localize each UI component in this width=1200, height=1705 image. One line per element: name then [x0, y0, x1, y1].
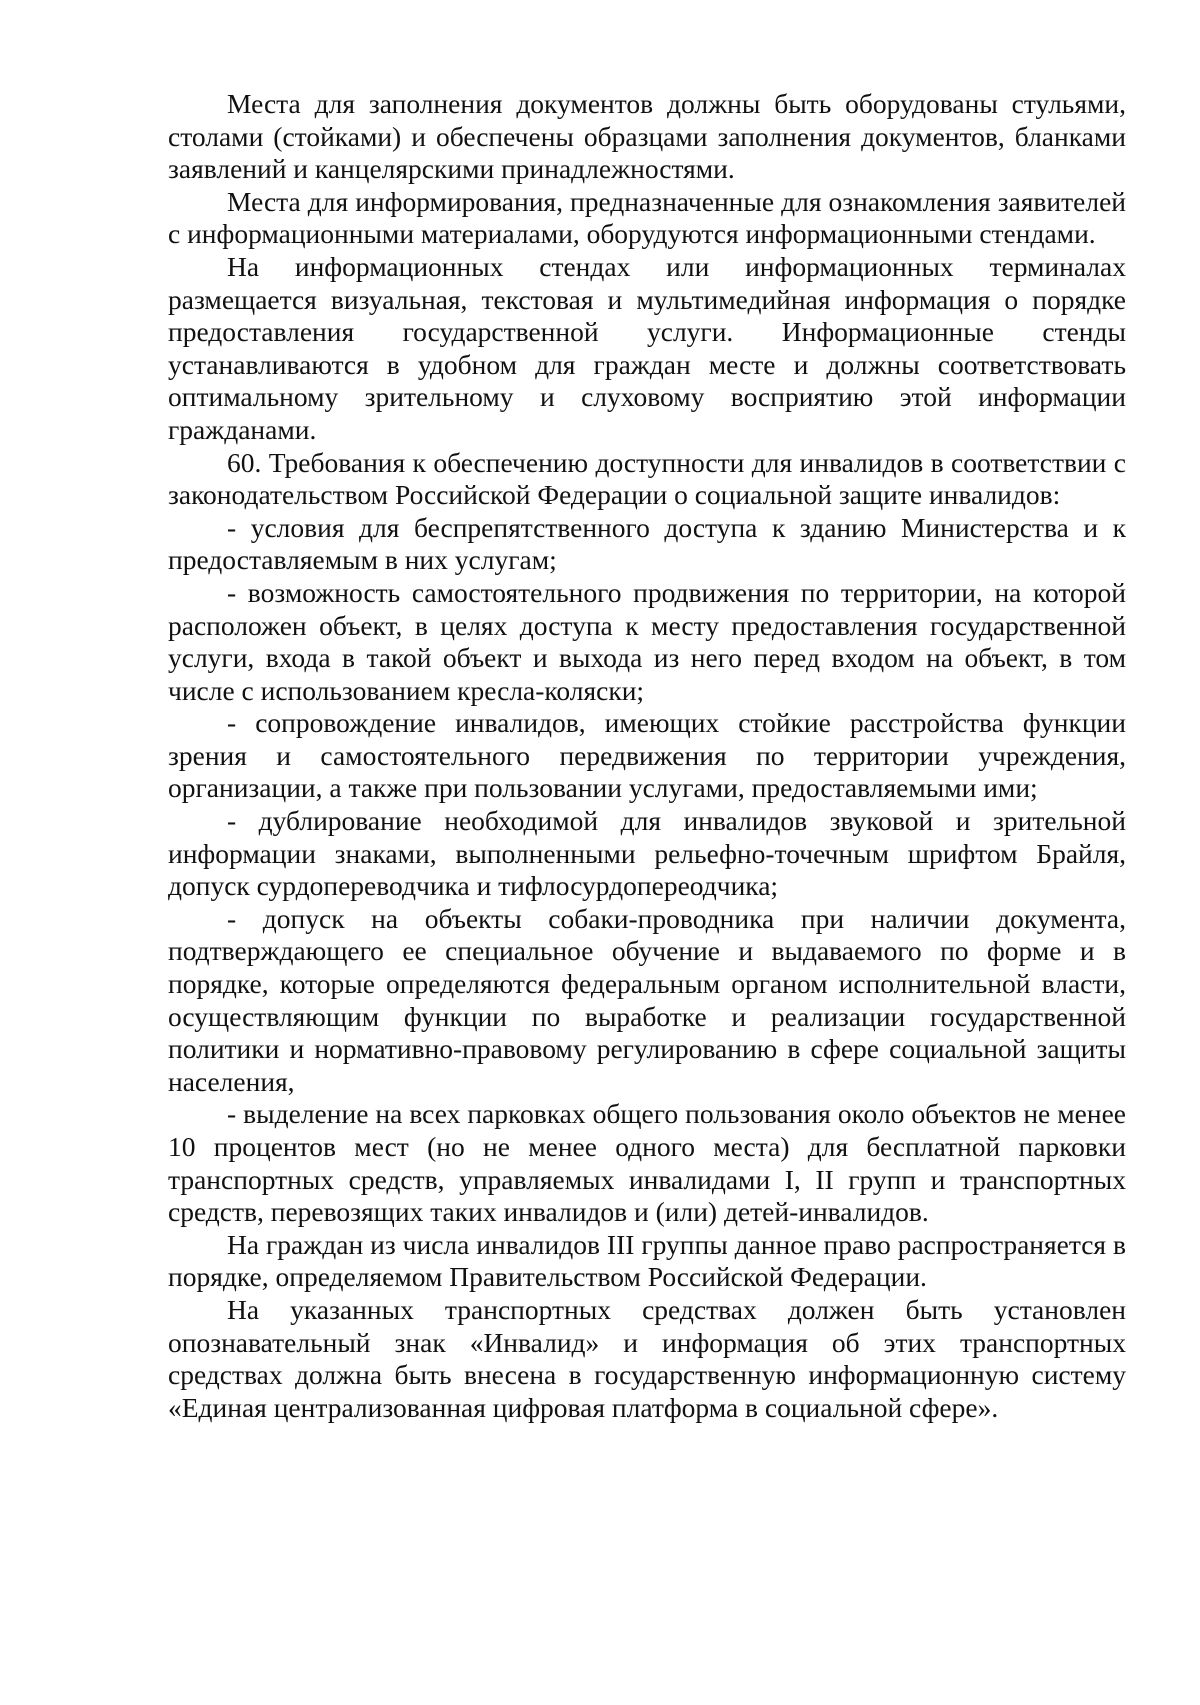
list-item-braille: - дублирование необходимой для инвалидов звуковой и зрительной информации знаками, выполненными рельефно-точечным шрифтом Брайля, допуск сурдопереводчика и тифлосурдопереодчика;: [168, 805, 1126, 902]
document-page: [168, 88, 1126, 1424]
paragraph-seating: Места для заполнения документов должны быть оборудованы стульями, столами (стойками) и обеспечены образцами заполнения документов, бланками заявлений и канцелярскими принадлежностями.: [168, 88, 1126, 185]
paragraph-group-three: На граждан из числа инвалидов III группы данное право распространяется в порядке, определяемом Правительством Российской Федерации.: [168, 1228, 1126, 1293]
paragraph-item-60: 60. Требования к обеспечению доступности для инвалидов в соответствии с законодательством Российской Федерации о социальной защите инвалидов:: [168, 446, 1126, 511]
paragraph-sign: На указанных транспортных средствах должен быть установлен опознавательный знак «Инвалид» и информация об этих транспортных средствах должна быть внесена в государственную информационную систему «Единая централизованная цифровая платформа в социальной сфере».: [168, 1293, 1126, 1423]
list-item-access-conditions: - условия для беспрепятственного доступа к зданию Министерства и к предоставляемым в них услугам;: [168, 511, 1126, 576]
list-item-escort: - сопровождение инвалидов, имеющих стойкие расстройства функции зрения и самостоятельного передвижения по территории учреждения, организации, а также при пользовании услугами, предоставляемыми ими;: [168, 707, 1126, 804]
list-item-parking: - выделение на всех парковках общего пользования около объектов не менее 10 процентов мест (но не менее одного места) для бесплатной парковки транспортных средств, управляемых инвалидами I, II групп и транспортных средств, перевозящих таких инвалидов и (или) детей-инвалидов.: [168, 1098, 1126, 1228]
paragraph-info-stands: На информационных стендах или информационных терминалах размещается визуальная, текстовая и мультимедийная информация о порядке предоставления государственной услуги. Информационные стенды устанавливаются в удобном для граждан месте и должны соответствовать оптимальному зрительному и слуховому восприятию этой информации гражданами.: [168, 250, 1126, 445]
list-item-guide-dog: - допуск на объекты собаки-проводника при наличии документа, подтверждающего ее специальное обучение и выдаваемого по форме и в порядке, которые определяются федеральным органом исполнительной власти, осуществляющим функции по выработке и реализации государственной политики и нормативно-правовому регулированию в сфере социальной защиты населения,: [168, 902, 1126, 1097]
paragraph-info-places: Места для информирования, предназначенные для ознакомления заявителей с информационными материалами, оборудуются информационными стендами.: [168, 185, 1126, 250]
list-item-movement: - возможность самостоятельного продвижения по территории, на которой расположен объект, в целях доступа к месту предоставления государственной услуги, входа в такой объект и выхода из него перед входом на объект, в том числе с использованием кресла-коляски;: [168, 576, 1126, 706]
